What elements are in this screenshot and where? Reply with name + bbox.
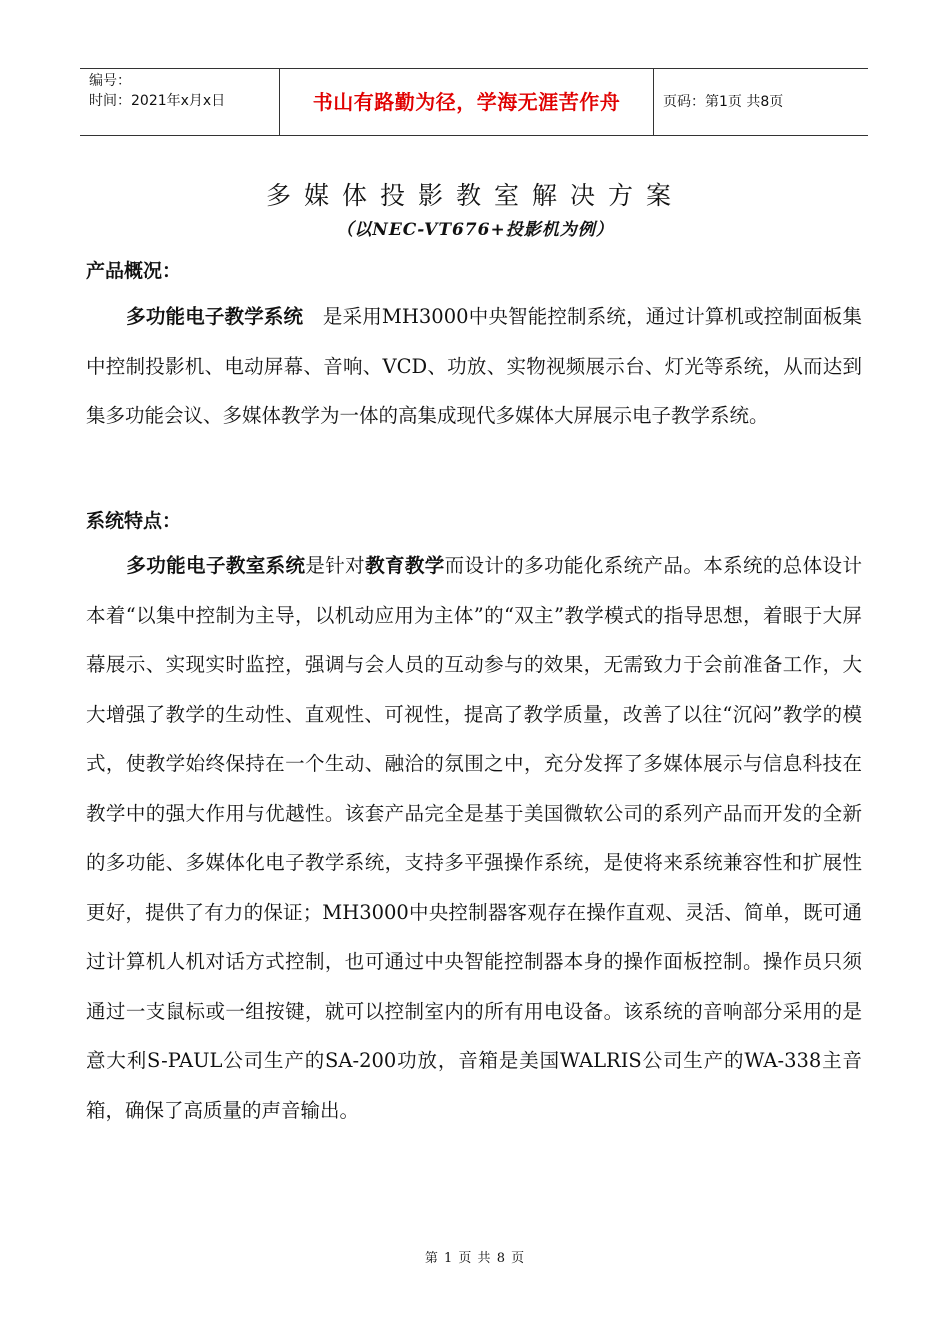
features-emphasis: 教育教学: [365, 554, 445, 577]
features-heading: 系统特点：: [86, 510, 182, 532]
overview-text: 是采用MH3000中央智能控制系统，通过计算机或控制面板集中控制投影机、电动屏幕、音响、VCD、功放、实物视频展示台、灯光等系统，从而达到集多功能会议、多媒体教学为一体的高集成现代多媒体大屏展示电子教学系统。: [86, 305, 862, 427]
page-label: 页码：第1页 共8页: [663, 94, 784, 110]
motto: 书山有路勤为径，学海无涯苦作舟: [312, 90, 621, 114]
page-footer: 第 1 页 共 8 页: [424, 1251, 526, 1266]
document-subtitle: （以NEC-VT676+投影机为例）: [336, 220, 614, 240]
features-text: 而设计的多功能化系统产品。本系统的总体设计本着“以集中控制为主导，以机动应用为主体”的“双主”教学模式的指导思想，着眼于大屏幕展示、实现实时监控，强调与会人员的互动参与的效果，无需致力于会前准备工作，大大增强了教学的生动性、直观性、可视性，提高了教学质量，改善了以往“沉闷”教学的模式，使教学始终保持在一个生动、融洽的氛围之中，充分发挥了多媒体展示与信息科技在教学中的强大作用与优越性。该套产品完全是基于美国微软公司的系列产品而开发的全新的多功能、多媒体化电子教学系统，支持多平强操作系统，是使将来系统兼容性和扩展性更好，提供了有力的保证；MH3000中央控制器客观存在操作直观、灵活、简单，既可通过计算机人机对话方式控制，也可通过中央智能控制器本身的操作面板控制。操作员只须通过一支鼠标或一组按键，就可以控制室内的所有用电设备。该系统的音响部分采用的是意大利S-PAUL公司生产的SA-200功放，音箱是美国WALRIS公司生产的WA-338主音箱，确保了高质量的声音输出。: [86, 554, 862, 1122]
features-paragraph: [86, 541, 862, 1135]
features-connector: 是针对: [305, 554, 366, 577]
overview-heading: 产品概况：: [86, 260, 182, 282]
header-motto-cell: [280, 69, 654, 135]
document-title: 多媒体投影教室解决方案: [265, 181, 684, 210]
header-meta: [80, 69, 280, 135]
header-page-cell: [654, 69, 868, 135]
time-label: 时间：2021年x月x日: [89, 93, 226, 109]
page-header: [80, 68, 868, 136]
overview-paragraph: [86, 292, 862, 441]
overview-lead: 多功能电子教学系统: [126, 305, 304, 328]
code-label: 编号：: [89, 73, 131, 89]
features-lead: 多功能电子教室系统: [126, 554, 306, 577]
